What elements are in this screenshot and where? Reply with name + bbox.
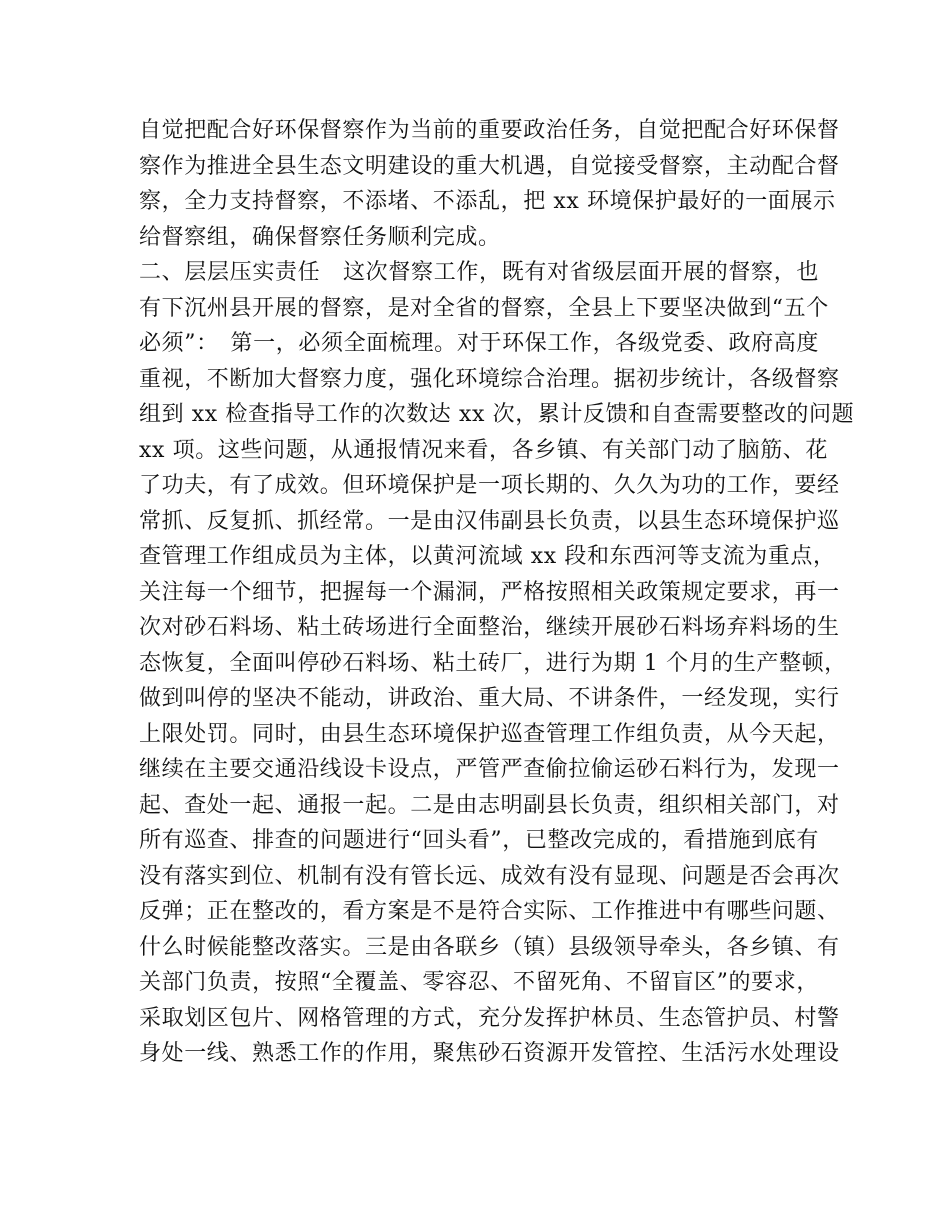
text-line: xx 项。这些问题，从通报情况来看，各乡镇、有关部门动了脑筋、花 xyxy=(139,437,829,463)
text-line: 了功夫，有了成效。但环境保护是一项长期的、久久为功的工作，要经 xyxy=(139,473,840,498)
text-line: 必须”： 第一，必须全面梳理。对于环保工作，各级党委、政府高度 xyxy=(139,331,819,356)
section-heading-line: 二、层层压实责任 这次督察工作，既有对省级层面开展的督察，也 xyxy=(139,260,819,285)
text-line: 什么时候能整改落实。三是由各联乡（镇）县级领导牵头，各乡镇、有 xyxy=(139,934,840,960)
text-line: 关注每一个细节，把握每一个漏洞，严格按照相关政策规定要求，再一 xyxy=(139,579,840,605)
text-line: 起、查处一起、通报一起。二是由志明副县长负责，组织相关部门，对 xyxy=(139,792,840,818)
text-line: 次对砂石料场、粘土砖场进行全面整治，继续开展砂石料场弃料场的生 xyxy=(139,615,840,640)
text-line: 给督察组，确保督察任务顺利完成。 xyxy=(139,224,501,250)
text-line: 没有落实到位、机制有没有管长远、成效有没有显现、问题是否会再次 xyxy=(139,863,840,889)
text-line: 组到 xx 检查指导工作的次数达 xx 次，累计反馈和自查需要整改的问题 xyxy=(139,402,855,427)
text-line: 采取划区包片、网格管理的方式，充分发挥护林员、生态管护员、村警 xyxy=(139,1005,840,1031)
text-line: 察，全力支持督察，不添堵、不添乱，把 xx 环境保护最好的一面展示 xyxy=(139,189,836,214)
text-line: 自觉把配合好环保督察作为当前的重要政治任务，自觉把配合好环保督 xyxy=(139,118,840,143)
body-text xyxy=(139,113,855,1072)
text-line: 上限处罚。同时，由县生态环境保护巡查管理工作组负责，从今天起， xyxy=(139,721,840,747)
text-line: 态恢复，全面叫停砂石料场、粘土砖厂，进行为期 1 个月的生产整顿， xyxy=(139,650,847,676)
text-line: 察作为推进全县生态文明建设的重大机遇，自觉接受督察，主动配合督 xyxy=(139,153,840,179)
text-line: 重视，不断加大督察力度，强化环境综合治理。据初步统计，各级督察 xyxy=(139,366,840,392)
text-line: 做到叫停的坚决不能动，讲政治、重大局、不讲条件，一经发现，实行 xyxy=(139,686,840,711)
text-line: 查管理工作组成员为主体，以黄河流域 xx 段和东西河等支流为重点， xyxy=(139,544,836,569)
text-line: 所有巡查、排查的问题进行“回头看”，已整改完成的，看措施到底有 xyxy=(139,828,819,853)
text-line: 关部门负责，按照“全覆盖、零容忍、不留死角、不留盲区”的要求， xyxy=(139,970,819,995)
text-line: 有下沉州县开展的督察，是对全省的督察，全县上下要坚决做到“五个 xyxy=(139,295,829,321)
text-line: 继续在主要交通沿线设卡设点，严管严查偷拉偷运砂石料行为，发现一 xyxy=(139,757,840,782)
text-line: 反弹；正在整改的，看方案是不是符合实际、工作推进中有哪些问题、 xyxy=(139,899,840,924)
text-line: 常抓、反复抓、抓经常。一是由汉伟副县长负责，以县生态环境保护巡 xyxy=(139,508,840,534)
text-line: 身处一线、熟悉工作的作用，聚焦砂石资源开发管控、生活污水处理设 xyxy=(139,1041,840,1066)
